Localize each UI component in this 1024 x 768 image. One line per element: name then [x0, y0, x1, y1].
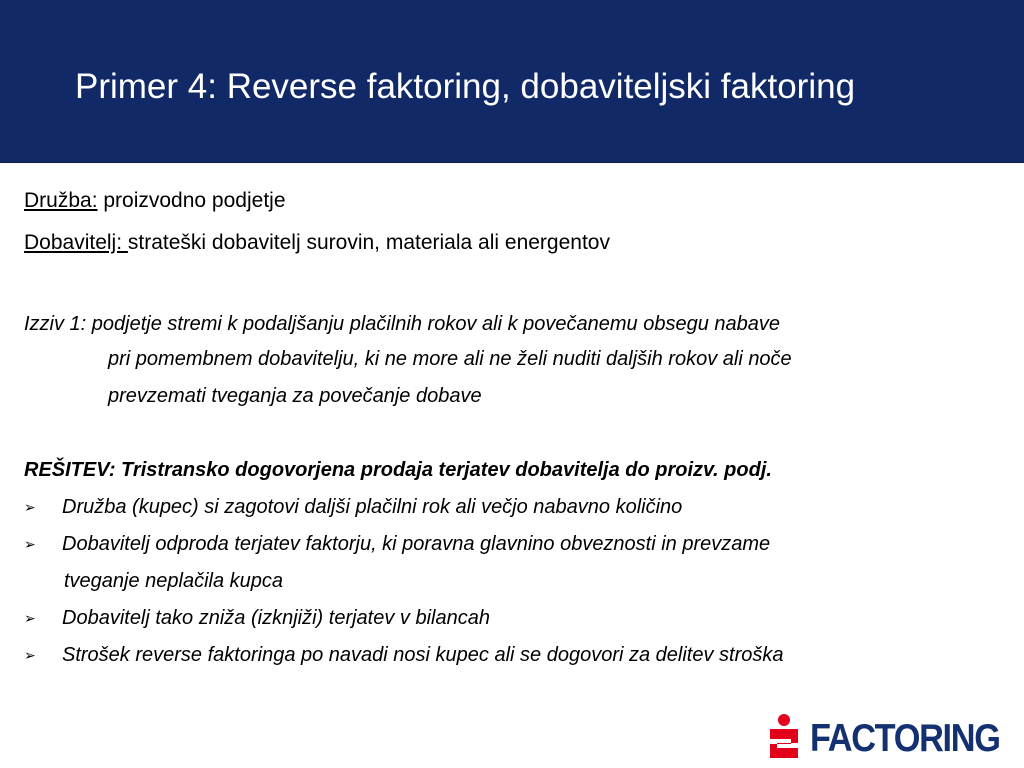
- arrow-bullet-icon: ➢: [24, 499, 36, 515]
- bullet-text: Dobavitelj tako zniža (izknjiži) terjatev v bilancah: [62, 607, 490, 629]
- company-line: [24, 188, 286, 214]
- factoring-logo: [764, 712, 1020, 762]
- bullet-text: Dobavitelj odproda terjatev faktorju, ki poravna glavnino obveznosti in prevzame: [62, 533, 771, 555]
- arrow-bullet-icon: ➢: [24, 536, 36, 552]
- bullet-text: Družba (kupec) si zagotovi daljši plačilni rok ali večjo nabavno količino: [62, 496, 683, 518]
- challenge-line-1: Izziv 1: podjetje stremi k podaljšanju plačilnih rokov ali k povečanemu obsegu nabave: [24, 313, 780, 335]
- solution-heading: REŠITEV: Tristransko dogovorjena prodaja terjatev dobavitelja do proizv. podj.: [24, 459, 772, 481]
- company-value: proizvodno podjetje: [97, 189, 286, 212]
- sparkasse-s-icon: [764, 712, 804, 762]
- logo-text: FACTORING: [810, 717, 1000, 760]
- arrow-bullet-icon: ➢: [24, 647, 36, 663]
- supplier-value: strateški dobavitelj surovin, materiala ali energentov: [127, 231, 610, 254]
- challenge-line-2: pri pomembnem dobavitelju, ki ne more ali ne želi nuditi daljših rokov ali noče: [108, 348, 792, 370]
- slide-title: Primer 4: Reverse faktoring, dobaviteljski faktoring: [75, 67, 856, 106]
- bullet-text: Strošek reverse faktoringa po navadi nosi kupec ali se dogovori za delitev stroška: [62, 644, 784, 666]
- bullet-continuation: tveganje neplačila kupca: [64, 570, 284, 592]
- company-label: Družba:: [24, 189, 98, 212]
- arrow-bullet-icon: ➢: [24, 610, 36, 626]
- slide-header: [0, 0, 1024, 163]
- supplier-line: [24, 230, 610, 256]
- supplier-label: Dobavitelj:: [24, 231, 128, 254]
- challenge-line-3: prevzemati tveganja za povečanje dobave: [108, 385, 482, 407]
